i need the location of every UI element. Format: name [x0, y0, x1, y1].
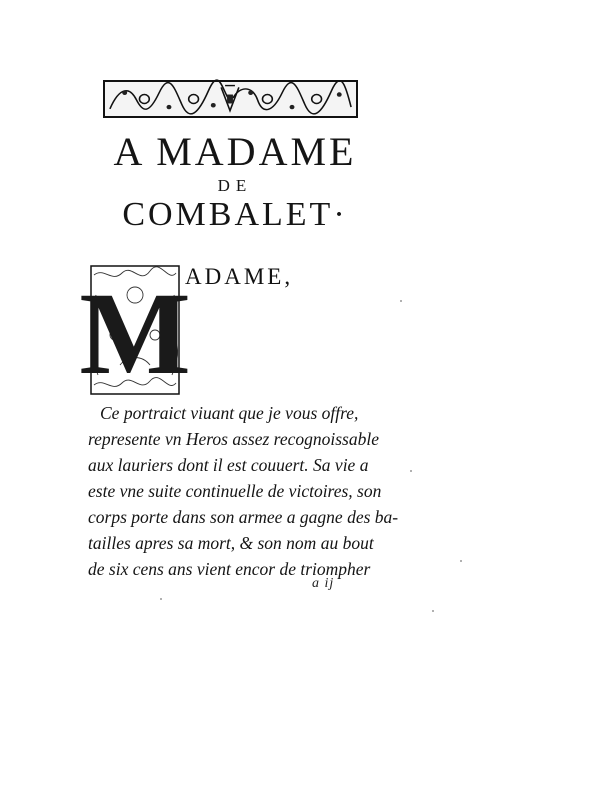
body-line: Ce portraict viuant que je vous offre,	[100, 403, 359, 423]
title-line-3: COMBALET·	[122, 196, 348, 233]
decorated-initial-m-icon	[79, 265, 191, 399]
body-line: de six cens ans vient encor de triompher	[88, 559, 371, 579]
ornamental-headpiece	[103, 80, 358, 118]
body-line: represente vn Heros assez recognoissable	[88, 429, 379, 449]
title-line-2: DE	[217, 176, 253, 195]
initial-letter: M	[79, 268, 191, 399]
body-line: aux lauriers dont il est couuert. Sa vie a	[88, 455, 369, 475]
body-line: tailles apres sa mort, & son nom au bout	[88, 533, 374, 553]
decorated-initial	[79, 265, 191, 399]
title-line-1: A MADAME	[113, 129, 357, 174]
salutation: ADAME,	[185, 264, 294, 289]
body-line: este vne suite continuelle de victoires, son	[88, 481, 382, 501]
signature-mark: a ij	[312, 576, 335, 591]
body-line: corps porte dans son armee a gagne des ba-	[88, 507, 399, 527]
body-text	[88, 400, 399, 582]
headpiece-ornament-icon	[105, 82, 356, 116]
